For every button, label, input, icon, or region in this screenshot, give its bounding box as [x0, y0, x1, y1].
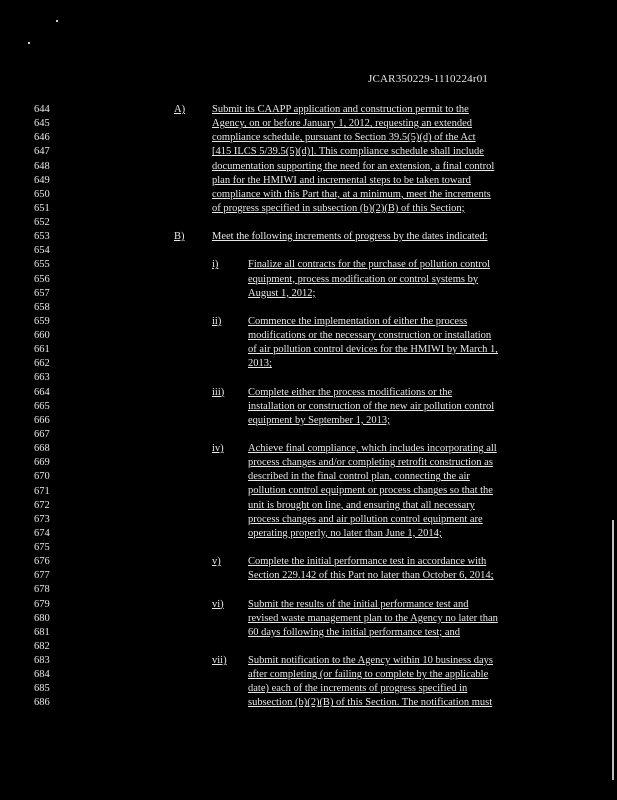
line-number: 654: [34, 245, 50, 257]
scan-speck: [56, 20, 58, 22]
line-number: 660: [34, 330, 50, 342]
increment-item-text: [248, 386, 494, 428]
line-number: 659: [34, 315, 50, 327]
line-number: 657: [34, 287, 50, 299]
text-line: modifications or the necessary construction or installation: [248, 330, 492, 342]
line-number: 680: [34, 612, 50, 624]
line-number: 669: [34, 457, 50, 469]
text-line: unit is brought on line, and ensuring that all necessary: [248, 499, 475, 511]
document-id: JCAR350229-1110224r01: [368, 73, 489, 85]
line-number: 658: [34, 301, 50, 313]
line-number: 679: [34, 598, 50, 610]
text-line: documentation supporting the need for an extension, a final control: [212, 160, 495, 172]
line-number: 672: [34, 499, 50, 511]
scan-speck: [28, 42, 30, 44]
line-number: 671: [34, 485, 50, 497]
increment-item-text: [248, 315, 498, 372]
subsection-label: B): [174, 231, 185, 243]
text-line: of progress specified in subsection (b)(2)(B) of this Section;: [212, 202, 465, 214]
increment-item-label: i): [212, 259, 219, 271]
line-number: 665: [34, 400, 50, 412]
increment-item-text: [248, 654, 493, 711]
text-line: Commence the implementation of either the process: [248, 315, 468, 327]
text-line: Complete either the process modifications or the: [248, 386, 453, 398]
scan-edge: [612, 520, 614, 780]
increment-item-label: iv): [212, 443, 224, 455]
text-line: date) each of the increments of progress specified in: [248, 683, 468, 695]
increment-item-label: vii): [212, 655, 227, 667]
line-number: 656: [34, 273, 50, 285]
text-line: after completing (or failing to complete by the applicable: [248, 669, 489, 681]
line-number: 666: [34, 414, 50, 426]
line-number: 681: [34, 626, 50, 638]
line-number: 675: [34, 542, 50, 554]
line-number: 673: [34, 513, 50, 525]
line-number: 662: [34, 358, 50, 370]
increment-item-text: [248, 442, 497, 541]
line-number: 650: [34, 188, 50, 200]
line-number: 649: [34, 174, 50, 186]
text-line: subsection (b)(2)(B) of this Section. The notification must: [248, 697, 493, 709]
line-number: 648: [34, 160, 50, 172]
line-number: 653: [34, 231, 50, 243]
text-line: [415 ILCS 5/39.5(5)(d)]. This compliance schedule shall include: [212, 146, 484, 158]
text-line: process changes and/or completing retrofit construction as: [248, 457, 493, 469]
text-line: compliance schedule, pursuant to Section 39.5(5)(d) of the Act: [212, 132, 476, 144]
line-number: 686: [34, 697, 50, 709]
line-number: 668: [34, 443, 50, 455]
line-number: 664: [34, 386, 50, 398]
line-number: 667: [34, 428, 50, 440]
line-number: 647: [34, 146, 50, 158]
line-number: 677: [34, 570, 50, 582]
text-line: pollution control equipment or process changes so that the: [248, 485, 493, 497]
text-line: Achieve final compliance, which includes incorporating all: [248, 443, 497, 455]
subsection-text: [212, 230, 488, 244]
line-number: 663: [34, 372, 50, 384]
text-line: process changes and air pollution control equipment are: [248, 513, 483, 525]
line-number: 652: [34, 217, 50, 229]
increment-item-label: v): [212, 556, 221, 568]
line-number: 651: [34, 202, 50, 214]
text-line: Submit notification to the Agency within 10 business days: [248, 655, 493, 667]
line-number: 674: [34, 527, 50, 539]
subsection-text: [212, 103, 494, 216]
increment-item-text: [248, 258, 490, 300]
text-line: described in the final control plan, connecting the air: [248, 471, 470, 483]
text-line: August 1, 2012;: [248, 287, 316, 299]
text-line: compliance with this Part that, at a minimum, meet the increments: [212, 188, 491, 200]
text-line: Submit the results of the initial performance test and: [248, 598, 469, 610]
line-number: 646: [34, 132, 50, 144]
text-line: Complete the initial performance test in accordance with: [248, 556, 487, 568]
increment-item-text: [248, 598, 498, 640]
subsection-label: A): [174, 104, 186, 115]
line-number: 678: [34, 584, 50, 596]
line-number: 644: [34, 104, 50, 115]
line-number: 645: [34, 118, 50, 130]
line-number: 670: [34, 471, 50, 483]
text-line: equipment by September 1, 2013;: [248, 414, 391, 426]
text-line: operating properly, no later than June 1, 2014;: [248, 527, 442, 539]
text-line: 2013;: [248, 358, 272, 370]
increment-item-label: iii): [212, 386, 225, 398]
text-line: Agency, on or before January 1, 2012, requesting an extended: [212, 118, 472, 130]
text-line: of air pollution control devices for the HMIWI by March 1,: [248, 344, 498, 356]
text-line: equipment, process modification or control systems by: [248, 273, 479, 285]
line-number: 684: [34, 669, 50, 681]
increment-item-text: [248, 555, 494, 583]
text-line: 60 days following the initial performance test; and: [248, 626, 460, 638]
text-line: revised waste management plan to the Agency no later than: [248, 612, 498, 624]
text-line: Submit its CAAPP application and construction permit to the: [212, 104, 469, 115]
line-number: 655: [34, 259, 50, 271]
text-line: Finalize all contracts for the purchase of pollution control: [248, 259, 491, 271]
text-line: installation or construction of the new air pollution control: [248, 400, 495, 412]
line-number: 661: [34, 344, 50, 356]
line-number: 685: [34, 683, 50, 695]
line-number: 683: [34, 655, 50, 667]
text-line: Meet the following increments of progress by the dates indicated:: [212, 231, 488, 243]
increment-item-label: ii): [212, 315, 222, 327]
line-number: 676: [34, 556, 50, 568]
line-number: 682: [34, 640, 50, 652]
text-line: plan for the HMIWI and incremental steps to be taken toward: [212, 174, 471, 186]
increment-item-label: vi): [212, 598, 224, 610]
text-line: Section 229.142 of this Part no later than October 6, 2014;: [248, 570, 494, 582]
